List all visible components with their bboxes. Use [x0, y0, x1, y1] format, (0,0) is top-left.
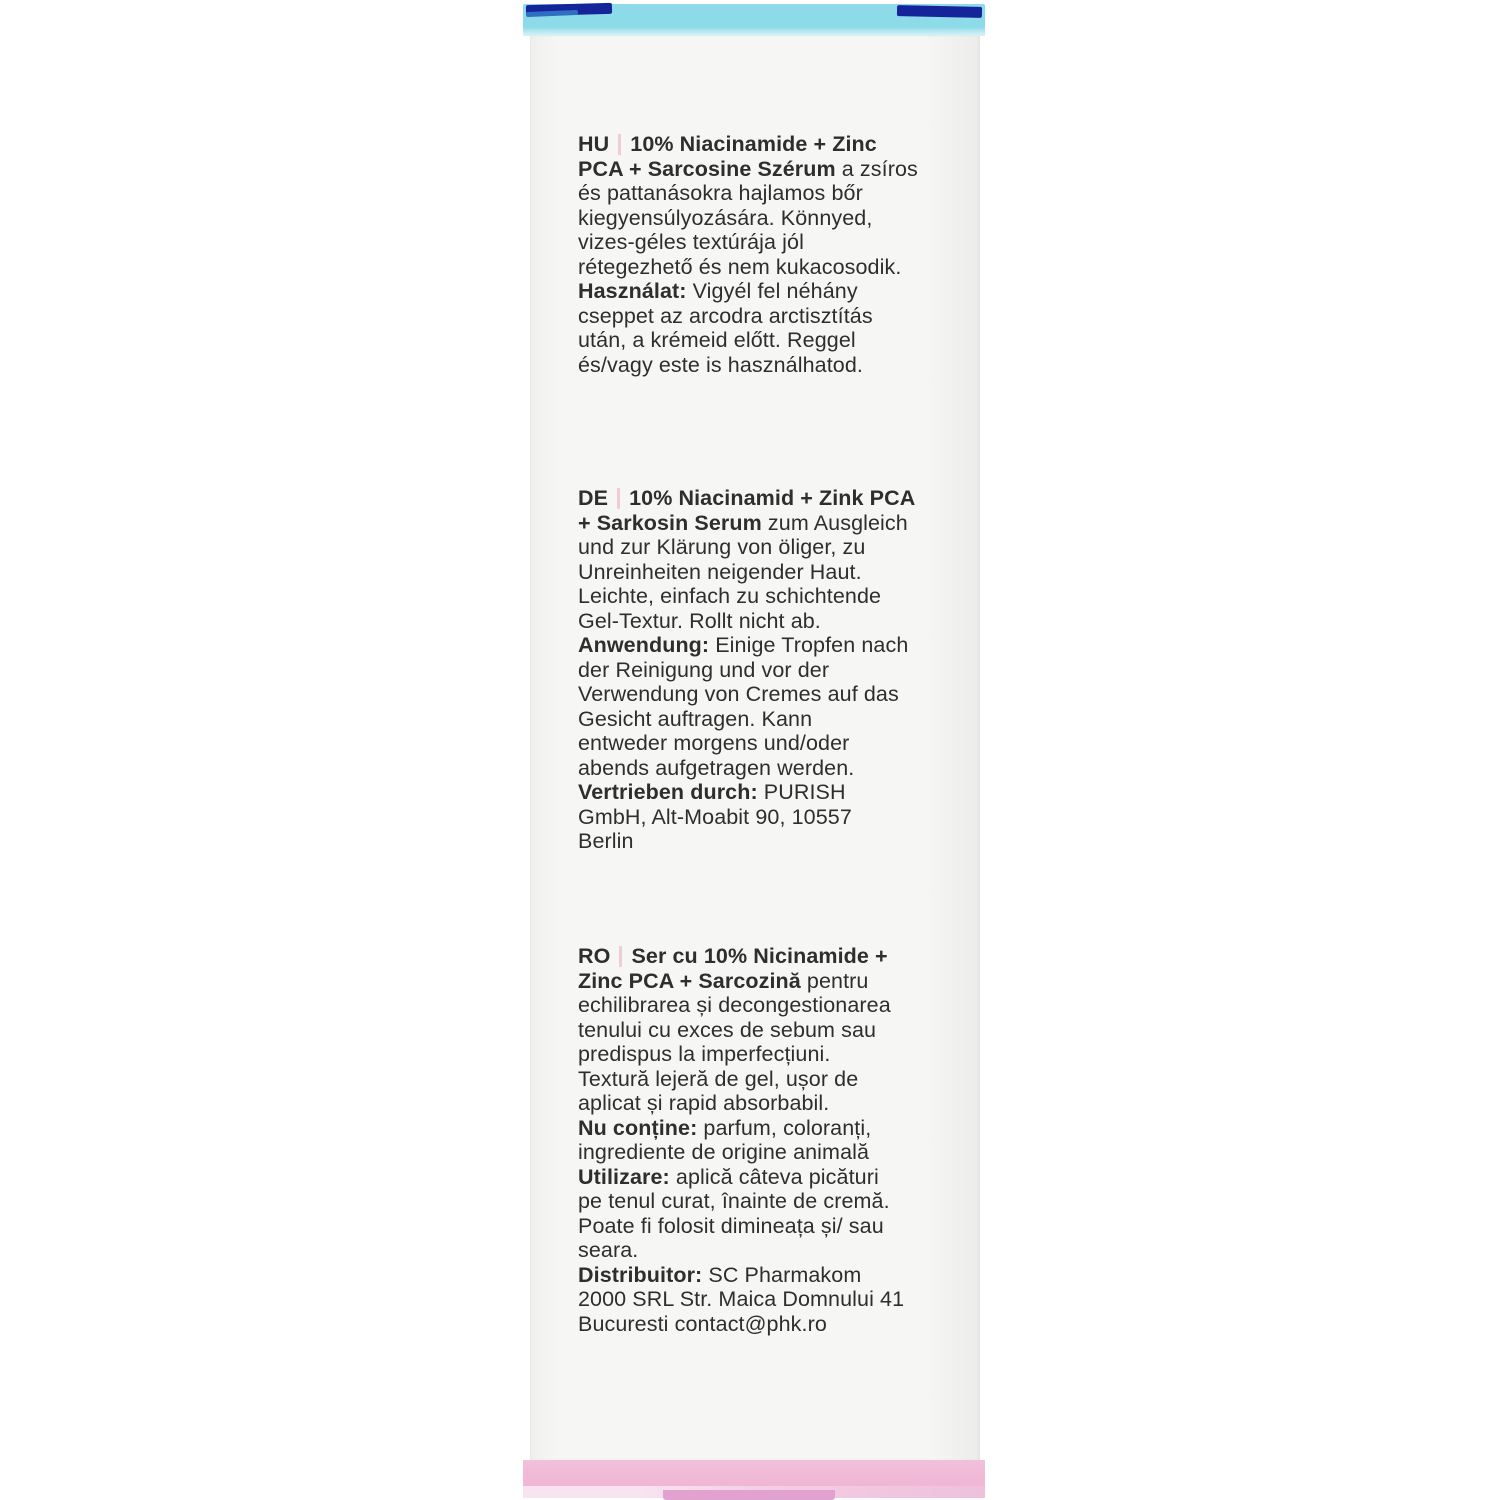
text-block-de: [578, 486, 974, 854]
label-text: pe tenul curat, înainte de cremă.: [578, 1189, 890, 1213]
text-line: [578, 1067, 974, 1092]
lang-label: DE: [578, 486, 609, 510]
text-line: [578, 633, 974, 658]
navy-accent-right: [897, 5, 982, 18]
lang-label: HU: [578, 132, 610, 156]
label-text: Einige Tropfen nach: [709, 633, 909, 657]
label-text: Textură lejeră de gel, ușor de: [578, 1066, 859, 1091]
label-text: predispus la imperfecțiuni.: [578, 1042, 831, 1066]
blue-accent-left: [526, 10, 578, 17]
box-bottom-tab: [663, 1490, 835, 1500]
label-text: Poate fi folosit dimineața și/ sau: [578, 1213, 884, 1238]
label-text: és/vagy este is használhatod.: [578, 352, 863, 377]
lang-divider-bar: [617, 488, 620, 509]
text-block-ro: [578, 944, 974, 1336]
box-front-panel: [530, 36, 980, 1460]
text-line: [578, 157, 974, 182]
text-line: [578, 1165, 974, 1190]
text-line: [578, 304, 974, 329]
label-text-bold: Használat:: [578, 279, 687, 303]
text-line: [578, 993, 974, 1018]
label-text: ingrediente de origine animală: [578, 1140, 870, 1164]
text-line: [578, 658, 974, 683]
label-text-bold: Vertrieben durch:: [578, 780, 758, 804]
text-line: [578, 181, 974, 206]
label-text: aplicat și rapid absorbabil.: [578, 1091, 830, 1115]
label-text: seara.: [578, 1238, 639, 1262]
text-line: [578, 969, 974, 994]
label-text: és pattanásokra hajlamos bőr: [578, 181, 863, 205]
text-line: [578, 805, 974, 830]
text-line: [578, 682, 974, 707]
lang-label: RO: [578, 944, 611, 968]
label-text: SC Pharmakom: [702, 1262, 862, 1287]
text-line: [578, 756, 974, 781]
label-text: Berlin: [578, 829, 634, 853]
label-text: Vigyél fel néhány: [686, 279, 858, 303]
text-line: [578, 609, 974, 634]
label-text-bold: 10% Niacinamide + Zinc: [630, 132, 877, 156]
text-line: [578, 1018, 974, 1043]
label-text: pentru: [800, 968, 869, 993]
label-text: után, a krémeid előtt. Reggel: [578, 328, 856, 352]
text-line: [578, 486, 974, 511]
text-line: [578, 511, 974, 536]
label-text: Gel-Textur. Rollt nicht ab.: [578, 608, 821, 633]
text-line: [578, 944, 974, 969]
label-text: Bucuresti contact@phk.ro: [578, 1311, 827, 1336]
label-text: Gesicht auftragen. Kann: [578, 706, 813, 731]
text-line: [578, 1287, 974, 1312]
label-text: kiegyensúlyozására. Könnyed,: [578, 205, 873, 230]
text-line: [578, 1312, 974, 1337]
text-line: [578, 1263, 974, 1288]
label-text: entweder morgens und/oder: [578, 731, 850, 755]
text-line: [578, 255, 974, 280]
label-text: PURISH: [757, 780, 846, 804]
label-text: Unreinheiten neigender Haut.: [578, 559, 862, 584]
lang-divider-bar: [619, 946, 622, 967]
label-text: aplică câteva picături: [669, 1164, 879, 1189]
text-block-hu: [578, 132, 974, 377]
text-line: [578, 560, 974, 585]
label-text-bold: Utilizare:: [578, 1164, 670, 1189]
label-text-bold: + Sarkosin Serum: [578, 510, 762, 535]
text-line: [578, 206, 974, 231]
box-bottom-flap-pink: [523, 1460, 985, 1486]
lang-divider-bar: [618, 134, 621, 155]
label-text: GmbH, Alt-Moabit 90, 10557: [578, 804, 852, 829]
label-text: parfum, coloranți,: [697, 1115, 872, 1140]
label-text: rétegezhető és nem kukacosodik.: [578, 254, 902, 279]
label-text-bold: Nu conține:: [578, 1115, 698, 1140]
label-text: 2000 SRL Str. Maica Domnului 41: [578, 1287, 905, 1311]
label-text: Leichte, einfach zu schichtende: [578, 584, 882, 608]
label-text: der Reinigung und vor der: [578, 657, 830, 682]
label-text: tenului cu exces de sebum sau: [578, 1017, 877, 1042]
text-line: [578, 1042, 974, 1067]
text-line: [578, 731, 974, 756]
text-line: [578, 1116, 974, 1141]
label-text: zum Ausgleich: [761, 510, 908, 535]
text-line: [578, 132, 974, 157]
text-line: [578, 584, 974, 609]
label-text: abends aufgetragen werden.: [578, 755, 855, 780]
text-line: [578, 230, 974, 255]
text-line: [578, 353, 974, 378]
label-text: echilibrarea și decongestionarea: [578, 993, 891, 1017]
text-line: [578, 1238, 974, 1263]
label-text: a zsíros: [835, 156, 918, 181]
label-text-bold: Ser cu 10% Nicinamide +: [631, 944, 888, 968]
text-line: [578, 1140, 974, 1165]
text-line: [578, 1091, 974, 1116]
label-text-bold: Anwendung:: [578, 633, 710, 657]
text-line: [578, 707, 974, 732]
label-text-bold: PCA + Sarcosine Szérum: [578, 156, 836, 181]
text-line: [578, 328, 974, 353]
label-text: Verwendung von Cremes auf das: [578, 682, 899, 706]
label-text: und zur Klärung von öliger, zu: [578, 535, 866, 559]
label-text-bold: Zinc PCA + Sarcozină: [578, 968, 801, 993]
text-line: [578, 1189, 974, 1214]
text-line: [578, 829, 974, 854]
text-line: [578, 279, 974, 304]
label-text: cseppet az arcodra arctisztítás: [578, 303, 873, 328]
box-top-flap-cyan: [523, 4, 985, 36]
text-line: [578, 780, 974, 805]
text-line: [578, 1214, 974, 1239]
label-text-bold: Distribuitor:: [578, 1262, 703, 1287]
text-line: [578, 535, 974, 560]
label-text: vizes-géles textúrája jól: [578, 230, 804, 254]
label-text-bold: 10% Niacinamid + Zink PCA: [629, 486, 916, 510]
